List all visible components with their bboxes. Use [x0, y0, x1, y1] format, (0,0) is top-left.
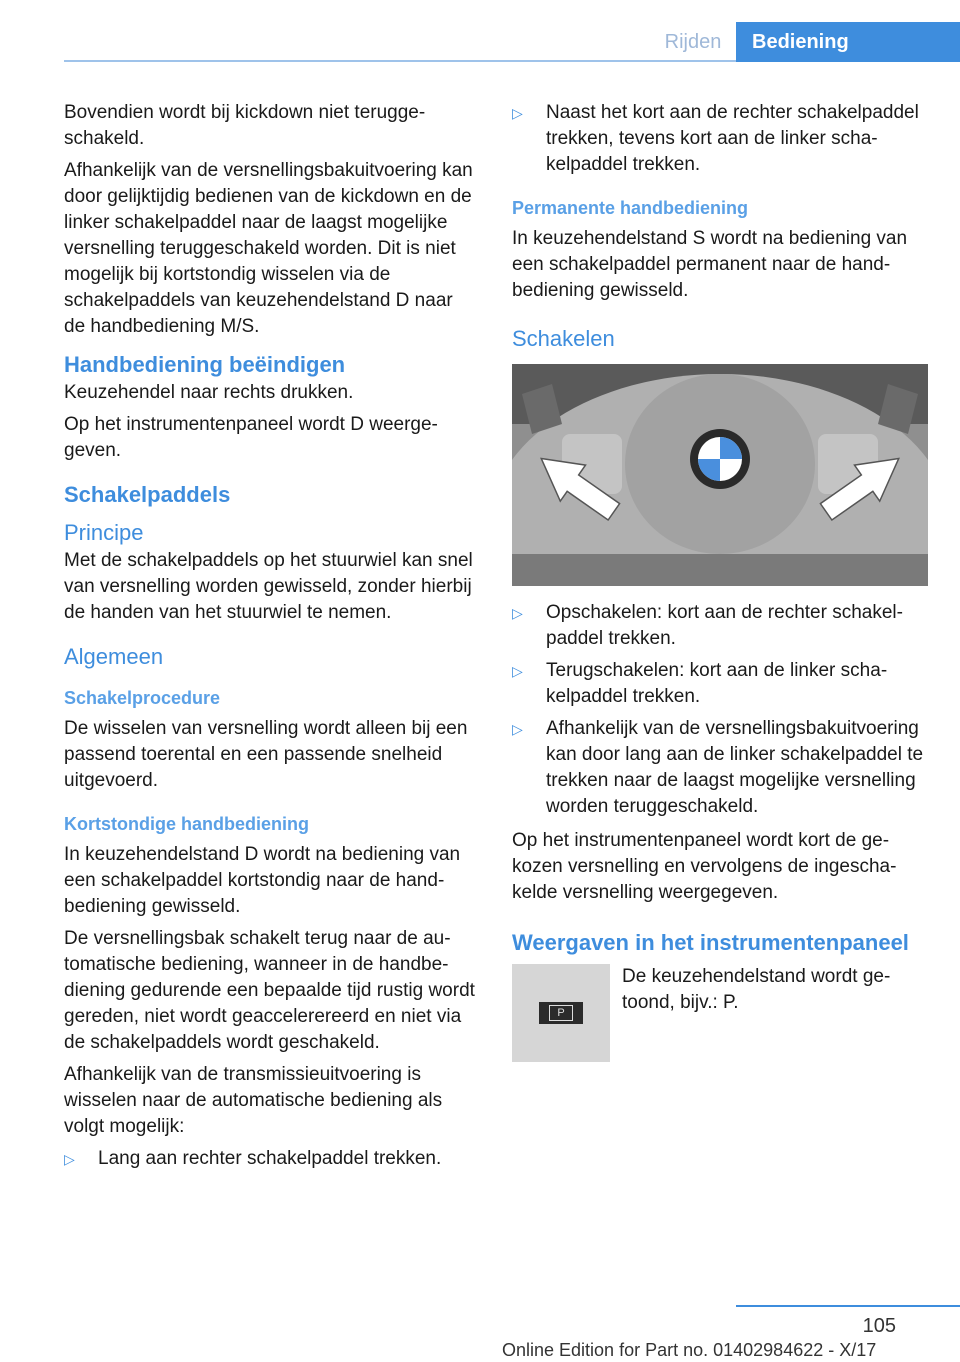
- instrument-display-thumbnail: [512, 964, 610, 1062]
- heading-schakelpaddels: Schakelpaddels: [64, 482, 231, 507]
- triangle-bullet-icon: ▷: [512, 605, 523, 621]
- list-item: ▷ Lang aan rechter schakelpaddel trekken.: [64, 1146, 478, 1172]
- paragraph: Afhankelijk van de transmissieuitvoering is wisselen naar de automatische bediening als volgt mogelijk:: [64, 1064, 443, 1137]
- list-item: ▷ Afhankelijk van de versnellingsbakuitvoering kan door lang aan de linker schakelpaddel te trekken naar de laagst mogelijke versnelling worden teruggeschakeld.: [512, 718, 924, 817]
- tab-bediening[interactable]: Bediening: [736, 22, 960, 62]
- paragraph: In keuzehendelstand S wordt na bediening van een schakelpaddel permanent naar de handbediening gewisseld.: [512, 228, 908, 301]
- heading-permanente-handbediening: Permanente handbediening: [512, 198, 749, 218]
- bullet-list: [512, 600, 930, 820]
- footer-rule: [736, 1305, 960, 1307]
- header-tabs: [650, 22, 960, 62]
- tab-rijden[interactable]: Rijden: [664, 31, 722, 53]
- left-column: [64, 100, 478, 1180]
- paragraph: Afhankelijk van de versnellingsbakuitvoering kan door gelijktijdig bedienen van de kickdown en de linker schakelpaddel naar de laagst mogelijke versnelling teruggeschakeld worden. Dit is niet mogelijk bij kortstondig wisselen via de schakelpaddels van keuzehendelstand D naar de handbediening M/S.: [64, 160, 473, 337]
- triangle-bullet-icon: ▷: [512, 663, 523, 679]
- paragraph: De versnellingsbak schakelt terug naar de automatische bediening, wanneer in de handbediening gedurende een bepaalde tijd rustig wordt gereden, niet wordt geaccelerereerd en niet via de schakelpaddels wordt geschakeld.: [64, 928, 475, 1053]
- paragraph: Op het instrumentenpaneel wordt D weergegeven.: [64, 414, 438, 461]
- paragraph: In keuzehendelstand D wordt na bediening van een schakelpaddel kortstondig naar de handbediening gewisseld.: [64, 844, 461, 917]
- heading-kortstondige-handbediening: Kortstondige handbediening: [64, 814, 309, 834]
- triangle-bullet-icon: ▷: [64, 1151, 75, 1167]
- heading-algemeen: Algemeen: [64, 644, 164, 669]
- heading-schakelprocedure: Schakelprocedure: [64, 688, 221, 708]
- paragraph: Met de schakelpaddels op het stuurwiel kan snel van versnelling worden gewisseld, zonder hierbij de handen van het stuurwiel te nemen.: [64, 550, 473, 623]
- triangle-bullet-icon: ▷: [512, 105, 523, 121]
- gear-p-indicator: P: [549, 1005, 573, 1021]
- header-rule: [64, 60, 736, 62]
- paragraph: Keuzehendel naar rechts drukken.: [64, 382, 354, 403]
- list-item: ▷ Terugschakelen: kort aan de linker schakelpaddel trekken.: [512, 660, 888, 707]
- right-column: [512, 100, 930, 1062]
- heading-handbediening-beeindigen: Handbediening beëindigen: [64, 352, 346, 377]
- triangle-bullet-icon: ▷: [512, 721, 523, 737]
- steering-wheel-paddles-photo: [512, 364, 928, 586]
- paragraph: Op het instrumentenpaneel wordt kort de gekozen versnelling en vervolgens de ingeschakelde versnelling weergegeven.: [512, 830, 897, 903]
- edition-text: Online Edition for Part no. 01402984622 - X/17: [502, 1340, 877, 1360]
- paragraph: Bovendien wordt bij kickdown niet teruggeschakeld.: [64, 102, 426, 149]
- list-item: ▷ Naast het kort aan de rechter schakelpaddel trekken, tevens kort aan de linker schakelpaddel trekken.: [512, 102, 919, 175]
- paragraph: De keuzehendelstand wordt getoond, bijv.: P.: [622, 966, 891, 1013]
- heading-weergaven: Weergaven in het instrumentenpaneel: [512, 930, 909, 955]
- bullet-list: [64, 1146, 478, 1172]
- bullet-list: [512, 100, 930, 178]
- list-item: ▷ Opschakelen: kort aan de rechter schakelpaddel trekken.: [512, 602, 903, 649]
- paragraph: De wisselen van versnelling wordt alleen bij een passend toerental en een passende snelheid uitgevoerd.: [64, 718, 468, 791]
- heading-schakelen: Schakelen: [512, 326, 615, 351]
- display-example: [512, 964, 930, 1062]
- heading-principe: Principe: [64, 520, 144, 545]
- page-number: 105: [862, 1315, 896, 1337]
